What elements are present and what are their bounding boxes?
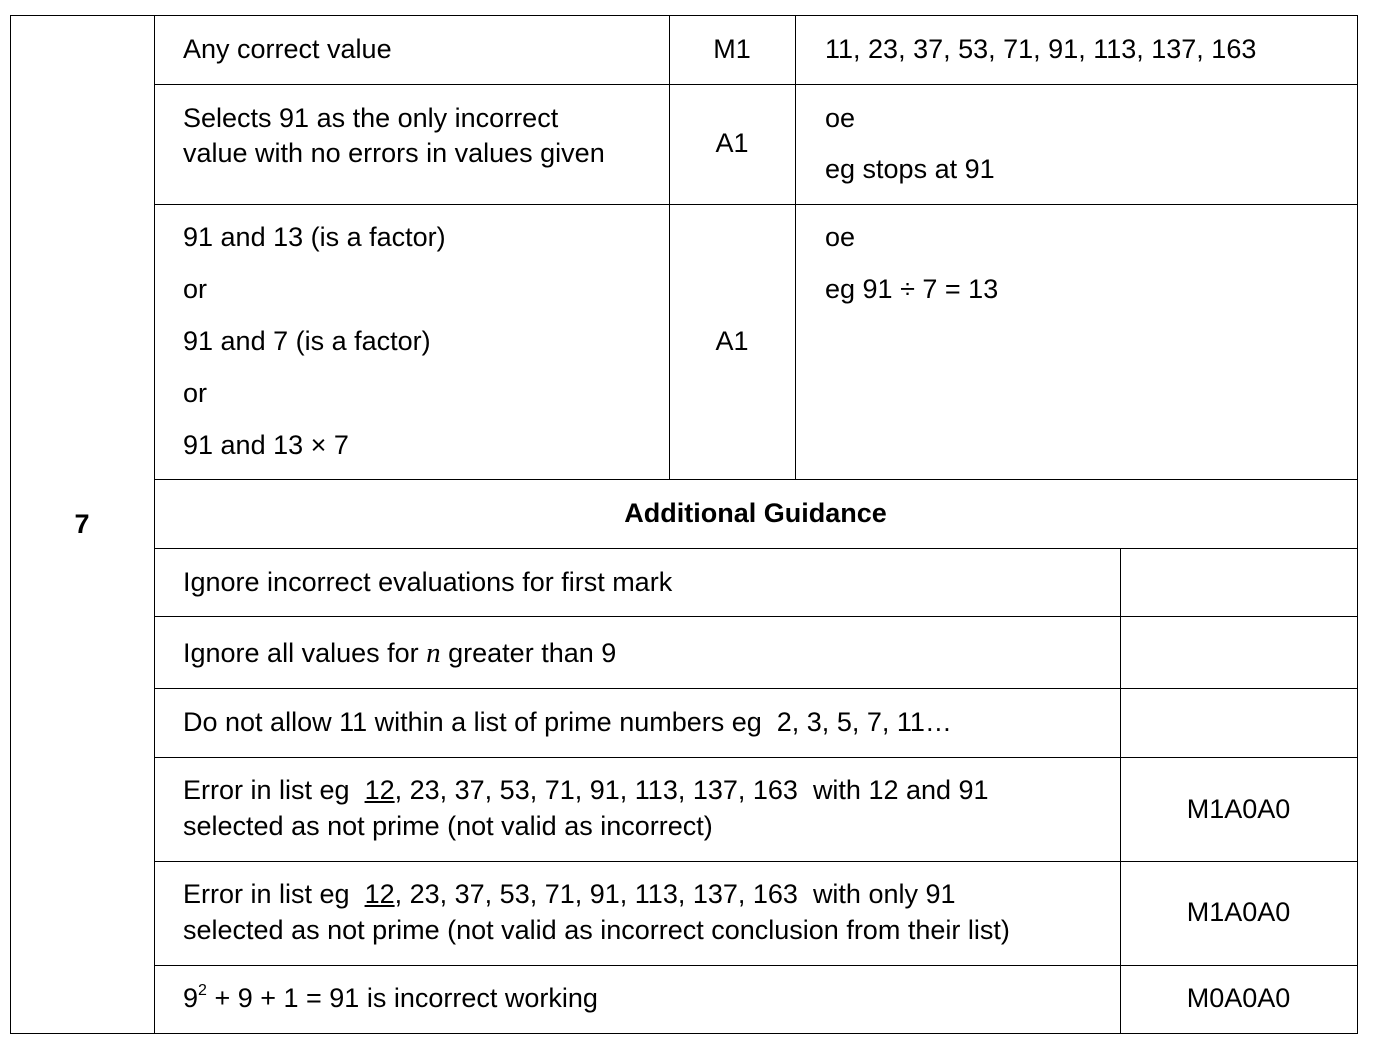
guidance-item-6-exponent: 2 (198, 982, 207, 999)
guidance-item-5-line2: selected as not prime (not valid as incorrect conclusion from their list) (183, 915, 1010, 945)
guidance-item-6-mark: M0A0A0 (1186, 983, 1291, 1013)
row2-mark: A1 (715, 128, 749, 158)
guidance-item-4-mark: M1A0A0 (1186, 794, 1291, 824)
row3-answer-line2: or (183, 274, 208, 304)
guidance-item-4-rest: , 23, 37, 53, 71, 91, 113, 137, 163 with 12 and 91 (394, 775, 989, 805)
row2-answer-line2: value with no errors in values given (183, 138, 605, 168)
row1-comments: 11, 23, 37, 53, 71, 91, 113, 137, 163 (825, 34, 1257, 64)
row-divider-8 (154, 861, 1358, 862)
guidance-item-5-mark: M1A0A0 (1186, 897, 1291, 927)
table-border-top (10, 15, 1358, 16)
question-number: 7 (74, 509, 90, 539)
row-divider-9 (154, 965, 1358, 966)
guidance-item-5-underlined: 12 (364, 879, 395, 909)
table-border-bottom (10, 1033, 1358, 1034)
table-border-right (1357, 15, 1358, 1034)
guidance-item-4-line1 (183, 772, 989, 808)
row2-comment-2: eg stops at 91 (825, 154, 995, 184)
row-divider-5 (154, 616, 1358, 617)
row-divider-1 (154, 84, 1358, 85)
variable-n: n (426, 637, 441, 669)
row2-answer-line1: Selects 91 as the only incorrect (183, 103, 559, 133)
row3-answer-line4: or (183, 378, 208, 408)
guidance-heading: Additional Guidance (624, 498, 887, 528)
row1-mark: M1 (713, 34, 751, 64)
row3-answer-line3: 91 and 7 (is a factor) (183, 326, 431, 356)
guidance-item-6-base: 9 (183, 983, 199, 1013)
guidance-item-5-prefix: Error in list eg (183, 879, 365, 909)
guidance-item-1: Ignore incorrect evaluations for first mark (183, 567, 673, 597)
row3-mark: A1 (715, 326, 749, 356)
row-divider-4 (154, 548, 1358, 549)
row3-comment-1: oe (825, 222, 856, 252)
guidance-item-2-after: greater than 9 (440, 638, 617, 668)
guidance-item-6 (183, 980, 598, 1016)
guidance-item-4-prefix: Error in list eg (183, 775, 365, 805)
guidance-item-5-line1 (183, 876, 956, 912)
guidance-item-5-rest: , 23, 37, 53, 71, 91, 113, 137, 163 with only 91 (394, 879, 956, 909)
guidance-item-2-before: Ignore all values for (183, 638, 427, 668)
row3-answer-line5: 91 and 13 × 7 (183, 430, 349, 460)
row-divider-3 (154, 479, 1358, 480)
guidance-item-4-line2: selected as not prime (not valid as incorrect) (183, 811, 713, 841)
guidance-item-2 (183, 635, 616, 671)
row2-comment-1: oe (825, 103, 856, 133)
row3-comment-2: eg 91 ÷ 7 = 13 (825, 274, 999, 304)
row-divider-6 (154, 688, 1358, 689)
guidance-item-4-underlined: 12 (364, 775, 395, 805)
guidance-item-3: Do not allow 11 within a list of prime numbers eg 2, 3, 5, 7, 11… (183, 707, 952, 737)
row-divider-2 (154, 204, 1358, 205)
row-divider-7 (154, 757, 1358, 758)
guidance-item-6-rest: + 9 + 1 = 91 is incorrect working (206, 983, 598, 1013)
row3-answer-line1: 91 and 13 (is a factor) (183, 222, 446, 252)
row1-answer: Any correct value (183, 34, 392, 64)
